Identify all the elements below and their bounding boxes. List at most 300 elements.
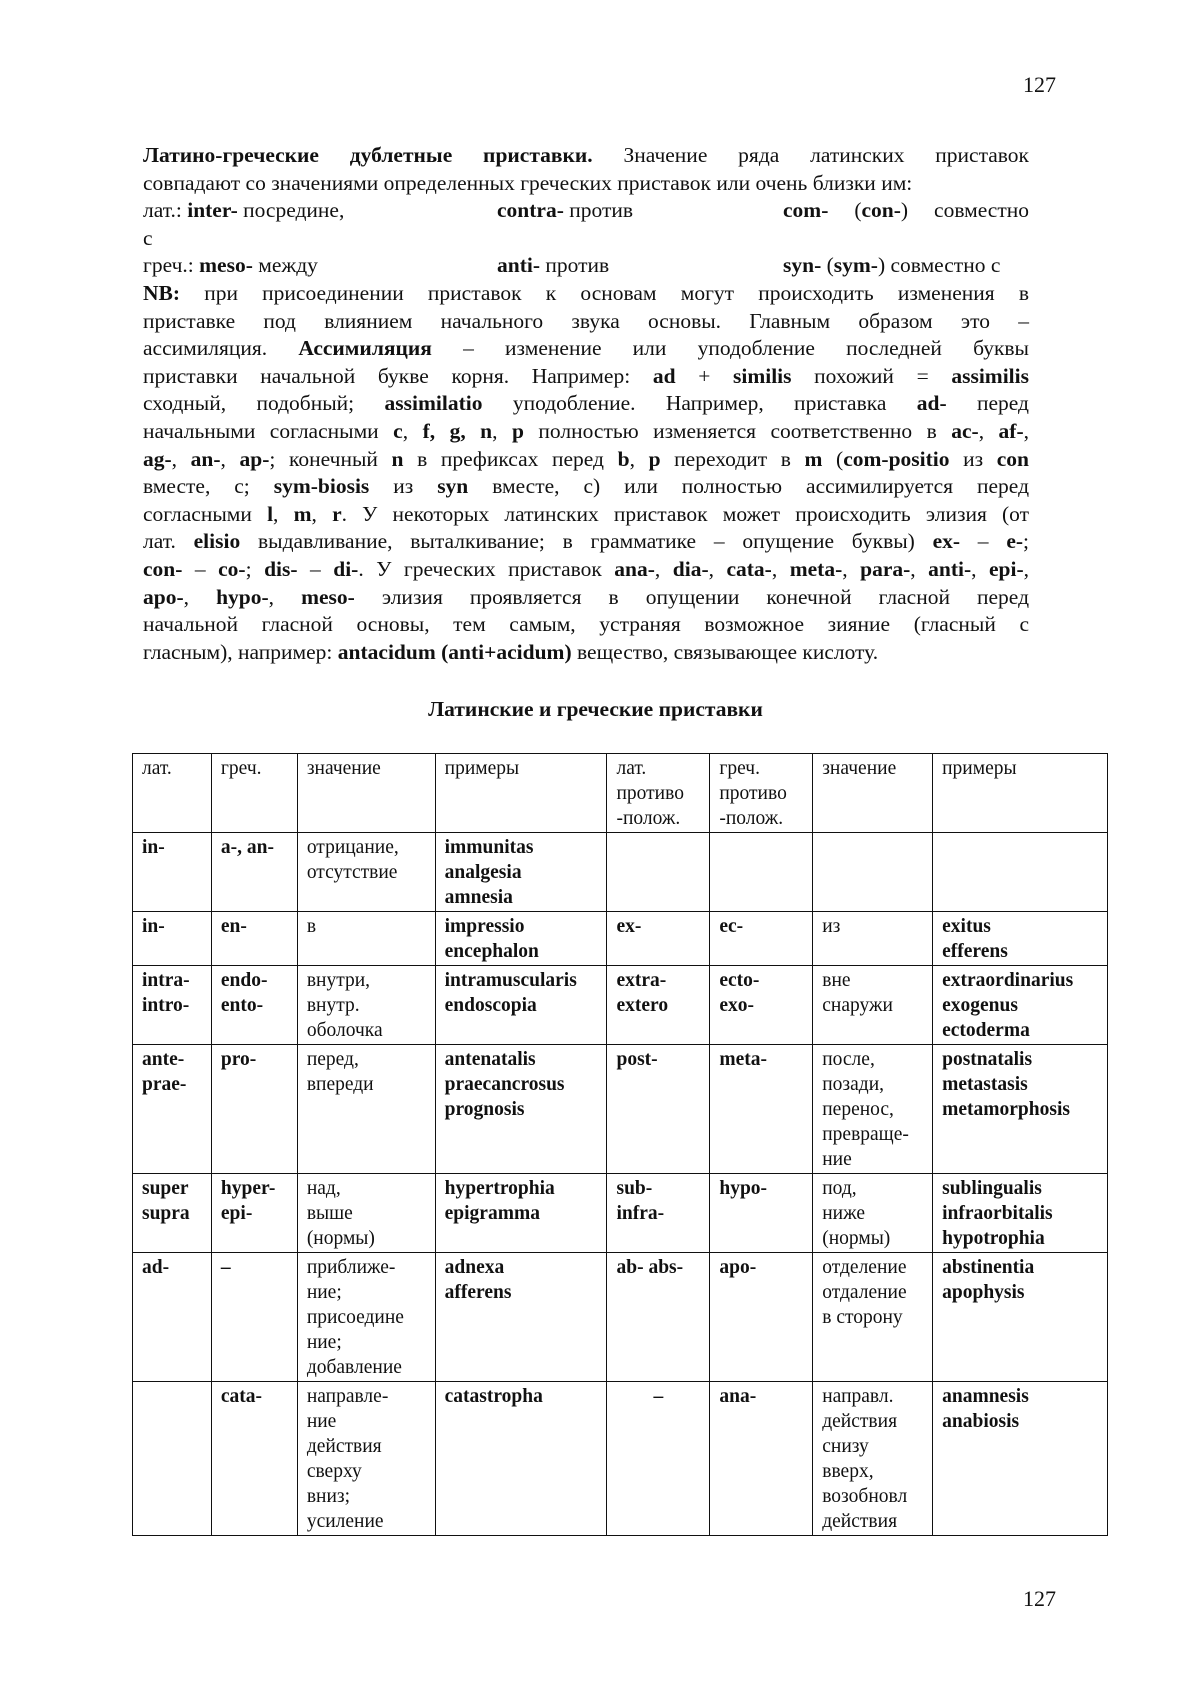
cell-line: exo- — [719, 995, 755, 1016]
table-cell — [435, 833, 607, 912]
cell-line: super — [142, 1178, 189, 1199]
text: , — [708, 556, 727, 581]
cell-line: (нормы) — [306, 1228, 375, 1249]
assim-line-1 — [143, 335, 1029, 363]
cell-line: infraorbitalis — [942, 1203, 1053, 1224]
table-cell — [211, 912, 297, 966]
table-cell — [813, 833, 933, 912]
cell-line: ana- — [719, 1386, 757, 1407]
text: , — [183, 584, 217, 609]
prefix-inter: inter- — [187, 198, 238, 223]
table-cell — [297, 912, 435, 966]
prefix-com: com- — [783, 198, 829, 223]
cell-line: postnatalis — [942, 1049, 1033, 1070]
table-cell — [933, 833, 1108, 912]
header-cell — [211, 754, 297, 833]
header-cell — [435, 754, 607, 833]
header-cell-line: лат. — [616, 758, 647, 779]
cell-line: ние — [822, 1149, 852, 1170]
table-row — [133, 1174, 1108, 1253]
table-cell — [710, 1382, 813, 1536]
latin-prefix-3 — [783, 197, 1029, 225]
assim-line-9 — [143, 556, 1029, 584]
text: , — [971, 556, 989, 581]
table-cell — [710, 912, 813, 966]
cell-line: ние — [306, 1411, 337, 1432]
cell-line: afferens — [444, 1282, 512, 1303]
cell-line: возобновл — [822, 1486, 908, 1507]
term: con — [996, 446, 1029, 471]
table-cell — [710, 833, 813, 912]
term: hypo- — [216, 584, 269, 609]
term: anti- — [928, 556, 972, 581]
text: , — [771, 556, 790, 581]
cell-line: post- — [616, 1049, 658, 1070]
cell-line: intra- — [142, 970, 190, 991]
cell-line: снаружи — [822, 995, 893, 1016]
table-cell — [435, 1382, 607, 1536]
table-cell — [133, 966, 212, 1045]
term: p — [648, 446, 661, 471]
intro-line-2: совпадают со значениями определенных греческих приставок или очень близки им: — [143, 170, 913, 195]
term: apo- — [143, 584, 184, 609]
cell-line: вне — [822, 970, 851, 991]
text: из — [369, 474, 438, 499]
cell-line: ecto- — [719, 970, 760, 991]
table-cell — [435, 1253, 607, 1382]
cell-line: encephalon — [444, 941, 539, 962]
paren-text: ( — [821, 253, 834, 278]
cell-line: ex- — [616, 916, 642, 937]
cell-line: sublingualis — [942, 1178, 1042, 1199]
cell-line: в — [306, 916, 317, 937]
table-cell — [133, 1174, 212, 1253]
term: similis — [732, 363, 792, 388]
assim-line-8 — [143, 528, 1029, 556]
cell-line: внутри, — [306, 970, 371, 991]
term: af- — [998, 418, 1024, 443]
table-cell — [211, 1174, 297, 1253]
assim-line-3 — [143, 390, 1029, 418]
text: перед — [946, 391, 1029, 416]
table-row — [133, 1045, 1108, 1174]
table-cell — [813, 912, 933, 966]
header-cell-line: противо — [616, 783, 684, 804]
term: m — [293, 501, 312, 526]
cell-line: усиление — [306, 1511, 384, 1532]
term: ana- — [614, 556, 655, 581]
cell-line: extraordinarius — [942, 970, 1074, 991]
page-number-bottom: 127 — [1023, 1586, 1056, 1611]
cell-line: после, — [822, 1049, 875, 1070]
header-cell — [133, 754, 212, 833]
table-cell — [607, 966, 710, 1045]
table-cell — [933, 1253, 1108, 1382]
cell-line: adnexa — [444, 1257, 505, 1278]
cell-line: из — [822, 916, 841, 937]
table-cell — [710, 1174, 813, 1253]
header-cell-line: значение — [822, 758, 897, 779]
table-title: Латинские и греческие приставки — [428, 697, 763, 721]
intro-line-1 — [143, 142, 1029, 170]
term: ag- — [143, 446, 172, 471]
cell-line: impressio — [444, 916, 525, 937]
text: из — [949, 446, 997, 471]
cell-line: действия — [822, 1411, 898, 1432]
assim-line-7 — [143, 501, 1029, 529]
cell-line: epi- — [220, 1203, 253, 1224]
cell-line: endo- — [220, 970, 268, 991]
term: r — [332, 501, 342, 526]
latin-prefix-2 — [497, 197, 783, 225]
term: dis- — [264, 556, 298, 581]
term: p — [511, 418, 524, 443]
prefix-contra: contra- — [497, 198, 564, 223]
greek-prefix-3 — [783, 252, 1029, 280]
text: , — [910, 556, 929, 581]
table-body — [133, 833, 1108, 1536]
greek-label: греч.: — [143, 253, 200, 278]
text: – — [960, 529, 1007, 554]
cell-line: anabiosis — [942, 1411, 1020, 1432]
table-cell — [435, 966, 607, 1045]
cell-line: efferens — [942, 941, 1008, 962]
cell-line: отдаление — [822, 1282, 907, 1303]
table-cell — [813, 1253, 933, 1382]
table-cell — [297, 966, 435, 1045]
term: ad- — [916, 391, 947, 416]
cell-line: – — [653, 1386, 664, 1407]
term: assimilatio — [384, 391, 483, 416]
table-row — [133, 1253, 1108, 1382]
text: согласными — [143, 501, 268, 526]
latin-prefix-row — [143, 197, 1029, 225]
cell-line: prae- — [142, 1074, 187, 1095]
term: e- — [1006, 529, 1024, 554]
meaning-text: ) совместно — [900, 198, 1029, 223]
text: вместе, с; — [143, 474, 274, 499]
cell-line: присоедине — [306, 1307, 404, 1328]
text: ассимиляция. — [143, 336, 299, 361]
cell-line: immunitas — [444, 837, 534, 858]
header-cell-line: противо — [719, 783, 787, 804]
table-cell — [933, 1045, 1108, 1174]
text: ; — [245, 556, 265, 581]
header-cell-line: значение — [306, 758, 381, 779]
text: . У некоторых латинских приставок может происходить элизия (от — [341, 501, 1030, 526]
table-cell — [211, 966, 297, 1045]
cell-line: cata- — [220, 1386, 263, 1407]
cell-line: infra- — [616, 1203, 665, 1224]
text: сходный, подобный; — [143, 391, 385, 416]
table-cell — [133, 1045, 212, 1174]
term: com-positio — [843, 446, 950, 471]
greek-prefix-row — [143, 252, 1029, 280]
table-cell — [933, 1382, 1108, 1536]
table-cell — [211, 1253, 297, 1382]
table-cell — [607, 912, 710, 966]
text: приставки начальной букве корня. Например: — [143, 363, 653, 388]
table-cell — [710, 1045, 813, 1174]
text: , — [171, 446, 191, 471]
cell-line: ниже — [822, 1203, 865, 1224]
cell-line: выше — [306, 1203, 353, 1224]
header-cell-line: примеры — [942, 758, 1017, 779]
cell-line: оболочка — [306, 1020, 383, 1041]
term: con- — [143, 556, 183, 581]
header-cell — [710, 754, 813, 833]
meaning-text: ) совместно с — [877, 253, 1001, 278]
text: , — [978, 418, 999, 443]
nb-line-1 — [143, 280, 1029, 308]
text: . У греческих приставок — [358, 556, 615, 581]
table-cell — [133, 833, 212, 912]
table-row — [133, 1382, 1108, 1536]
term: para- — [860, 556, 911, 581]
greek-prefix-1 — [143, 252, 497, 280]
term-assimilation: Ассимиляция — [298, 336, 432, 361]
table-cell — [435, 912, 607, 966]
term: ad — [652, 363, 676, 388]
header-cell — [813, 754, 933, 833]
term: epi- — [989, 556, 1024, 581]
table-cell — [813, 1382, 933, 1536]
cell-line: anamnesis — [942, 1386, 1029, 1407]
cell-line: превраще- — [822, 1124, 909, 1145]
assim-line-12 — [143, 639, 1029, 667]
assim-line-10 — [143, 584, 1029, 612]
cell-line: epigramma — [444, 1203, 540, 1224]
prefix-anti: anti- — [497, 253, 540, 278]
text: , — [1023, 556, 1030, 581]
table-cell — [813, 966, 933, 1045]
cell-line: apo- — [719, 1257, 757, 1278]
text: вещество, связывающее кислоту. — [571, 639, 879, 664]
cell-line: en- — [220, 916, 247, 937]
table-cell — [710, 966, 813, 1045]
cell-line: под, — [822, 1178, 857, 1199]
text: , — [654, 556, 673, 581]
cell-line: перенос, — [822, 1099, 894, 1120]
prefix-con: con- — [861, 198, 901, 223]
meaning-text: против — [563, 198, 634, 223]
cell-line: hypotrophia — [942, 1228, 1045, 1249]
cell-line: intramuscularis — [444, 970, 577, 991]
cell-line: prognosis — [444, 1099, 525, 1120]
table-header-row — [133, 754, 1108, 833]
cell-line: in- — [142, 837, 165, 858]
latin-row-wrap: с — [143, 225, 153, 250]
term: l — [267, 501, 274, 526]
intro-text-fragment: Значение ряда латинских приставок — [592, 143, 1030, 167]
term: dia- — [672, 556, 709, 581]
cell-line: analgesia — [444, 862, 522, 883]
table-cell — [133, 912, 212, 966]
term: syn — [437, 474, 469, 499]
header-cell-line: примеры — [444, 758, 520, 779]
table-cell — [297, 1382, 435, 1536]
cell-line: добавление — [306, 1357, 402, 1378]
term: elisio — [193, 529, 241, 554]
cell-line: – — [220, 1257, 231, 1278]
table-cell — [211, 833, 297, 912]
assim-line-4 — [143, 418, 1029, 446]
text: , — [629, 446, 649, 471]
text: выдавливание, выталкивание; в грамматике – опущение буквы) — [240, 529, 933, 554]
assim-line-6 — [143, 473, 1029, 501]
term: c — [393, 418, 403, 443]
cell-line: meta- — [719, 1049, 767, 1070]
cell-line: metastasis — [942, 1074, 1028, 1095]
table-cell — [607, 1174, 710, 1253]
term: f, g, n — [422, 418, 493, 443]
text: , — [220, 446, 240, 471]
term: meso- — [301, 584, 355, 609]
text: ; конечный — [269, 446, 392, 471]
cell-line: ento- — [220, 995, 264, 1016]
cell-line: hypo- — [719, 1178, 768, 1199]
table-cell — [211, 1382, 297, 1536]
table-cell — [933, 912, 1108, 966]
assim-line-11: начальной гласной основы, тем самым, устраняя возможное зияние (гласный с — [143, 612, 1029, 637]
term: di- — [333, 556, 359, 581]
cell-line: ab- abs- — [616, 1257, 684, 1278]
header-cell-line: лат. — [142, 758, 172, 779]
text: ( — [822, 446, 844, 471]
cell-line: вниз; — [306, 1486, 351, 1507]
text: , — [273, 501, 294, 526]
cell-line: extero — [616, 995, 669, 1016]
text: – изменение или уподобление последней буквы — [431, 336, 1029, 361]
cell-line: supra — [142, 1203, 190, 1224]
text: , — [492, 418, 512, 443]
term: assimilis — [951, 363, 1029, 388]
table-cell — [297, 1253, 435, 1382]
term: an- — [190, 446, 221, 471]
term: cata- — [726, 556, 772, 581]
cell-line: приближе- — [306, 1257, 396, 1278]
term: b — [617, 446, 630, 471]
meaning-text: против — [540, 253, 610, 278]
table-cell — [607, 1253, 710, 1382]
cell-line: ante- — [142, 1049, 185, 1070]
header-cell — [933, 754, 1108, 833]
nb-label: NB: — [143, 280, 181, 305]
cell-line: перед, — [306, 1049, 359, 1070]
cell-line: сверху — [306, 1461, 362, 1482]
term: meta- — [789, 556, 843, 581]
text: , — [1023, 418, 1029, 443]
cell-line: amnesia — [444, 887, 513, 908]
table-cell — [297, 1045, 435, 1174]
cell-line: intro- — [142, 995, 190, 1016]
prefix-syn: syn- — [783, 253, 822, 278]
text: уподобление. Например, приставка — [482, 391, 917, 416]
table-row — [133, 912, 1108, 966]
cell-line: внутр. — [306, 995, 360, 1016]
text: , — [842, 556, 861, 581]
table-header — [133, 754, 1108, 833]
cell-line: позади, — [822, 1074, 885, 1095]
term: ex- — [932, 529, 961, 554]
text: , — [268, 584, 302, 609]
text: – — [182, 556, 219, 581]
text: полностью изменяется соответственно в — [523, 418, 952, 443]
table-cell — [297, 1174, 435, 1253]
text: начальными согласными — [143, 418, 394, 443]
text: переходит в — [660, 446, 805, 471]
table-row — [133, 966, 1108, 1045]
cell-line: направл. — [822, 1386, 894, 1407]
intro-text — [143, 142, 1029, 666]
cell-line: отделение — [822, 1257, 907, 1278]
text: вместе, с) или полностью ассимилируется перед — [468, 474, 1030, 499]
cell-line: ectoderma — [942, 1020, 1030, 1041]
cell-line: hypertrophia — [444, 1178, 555, 1199]
nb-text: при присоединении приставок к основам могут происходить изменения в — [180, 280, 1029, 305]
cell-line: extra- — [616, 970, 667, 991]
cell-line: pro- — [220, 1049, 257, 1070]
prefix-table — [132, 753, 1108, 1536]
paren-text: ( — [828, 198, 862, 223]
cell-line: снизу — [822, 1436, 869, 1457]
cell-line: in- — [142, 916, 165, 937]
cell-line: направле- — [306, 1386, 389, 1407]
header-cell — [297, 754, 435, 833]
text: + — [675, 363, 733, 388]
text: лат. — [143, 529, 194, 554]
text: , — [402, 418, 423, 443]
text: ; — [1023, 529, 1030, 554]
header-cell-line: греч. — [220, 758, 262, 779]
meaning-text: между — [252, 253, 318, 278]
table-cell — [435, 1045, 607, 1174]
assim-line-2 — [143, 363, 1029, 391]
term: co- — [218, 556, 246, 581]
assim-line-5 — [143, 446, 1029, 474]
header-cell — [607, 754, 710, 833]
table-cell — [607, 1045, 710, 1174]
table-cell — [933, 1174, 1108, 1253]
term: n — [391, 446, 404, 471]
cell-line: отсутствие — [306, 862, 398, 883]
cell-line: ние; — [306, 1282, 342, 1303]
prefix-meso: meso- — [199, 253, 253, 278]
table-cell — [607, 833, 710, 912]
section-heading: Латино-греческие дублетные приставки. — [143, 143, 593, 167]
cell-line: exitus — [942, 916, 991, 937]
table-cell — [813, 1174, 933, 1253]
cell-line: metamorphosis — [942, 1099, 1070, 1120]
cell-line: ec- — [719, 916, 744, 937]
prefix-sym: sym- — [833, 253, 878, 278]
cell-line: впереди — [306, 1074, 374, 1095]
cell-line: endoscopia — [444, 995, 537, 1016]
cell-line: над, — [306, 1178, 341, 1199]
table-cell — [133, 1382, 212, 1536]
text: элизия проявляется в опущении конечной гласной перед — [354, 584, 1030, 609]
cell-line: abstinentia — [942, 1257, 1035, 1278]
table-cell — [710, 1253, 813, 1382]
cell-line: hyper- — [220, 1178, 276, 1199]
cell-line: вверх, — [822, 1461, 874, 1482]
text: гласным), например: — [143, 639, 338, 664]
cell-line: ние; — [306, 1332, 342, 1353]
term: sym-biosis — [273, 474, 370, 499]
cell-line: sub- — [616, 1178, 653, 1199]
table-cell — [435, 1174, 607, 1253]
text: – — [297, 556, 334, 581]
